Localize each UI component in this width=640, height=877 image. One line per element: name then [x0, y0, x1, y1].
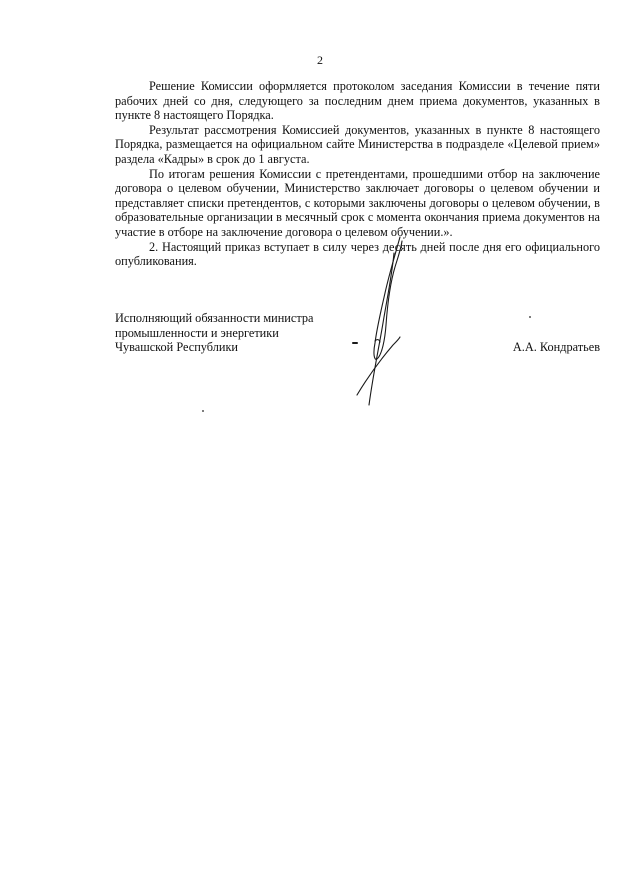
- paragraph-entry-into-force: 2. Настоящий приказ вступает в силу через десять дней после дня его официального опубликования.: [115, 239, 600, 269]
- handwritten-signature: [345, 235, 425, 415]
- signer-title-line: Исполняющий обязанности министра: [115, 311, 314, 325]
- paragraph-review-results: Результат рассмотрения Комиссией документов, указанных в пункте 8 настоящего Порядка, размещается на официальном сайте Министерства в подразделе «Целевой прием» раздела «Кадры» в срок до 1 августа.: [115, 122, 600, 166]
- scan-speck: [202, 410, 204, 412]
- paragraph-contracts: По итогам решения Комиссии с претендентами, прошедшими отбор на заключение договора о целевом обучении, Министерство заключает договоры о целевом обучении и представляет списки претендентов, с которыми заключены договоры о целевом обучении, в образовательные организации в месячный срок с момента окончания приема документов на участие в отборе на заключение договора о целевом обучении.».: [115, 166, 600, 239]
- signer-title-line: Чувашской Республики: [115, 340, 239, 355]
- signer-name: А.А. Кондратьев: [512, 340, 600, 354]
- paragraph-commission-decision: Решение Комиссии оформляется протоколом заседания Комиссии в течение пяти рабочих дней со дня, следующего за последним днем приема документов, указанных в пункте 8 настоящего Порядка.: [115, 79, 600, 123]
- scan-speck: [529, 316, 531, 318]
- page-number: 2: [317, 53, 323, 67]
- signer-title-line: промышленности и энергетики: [115, 325, 279, 340]
